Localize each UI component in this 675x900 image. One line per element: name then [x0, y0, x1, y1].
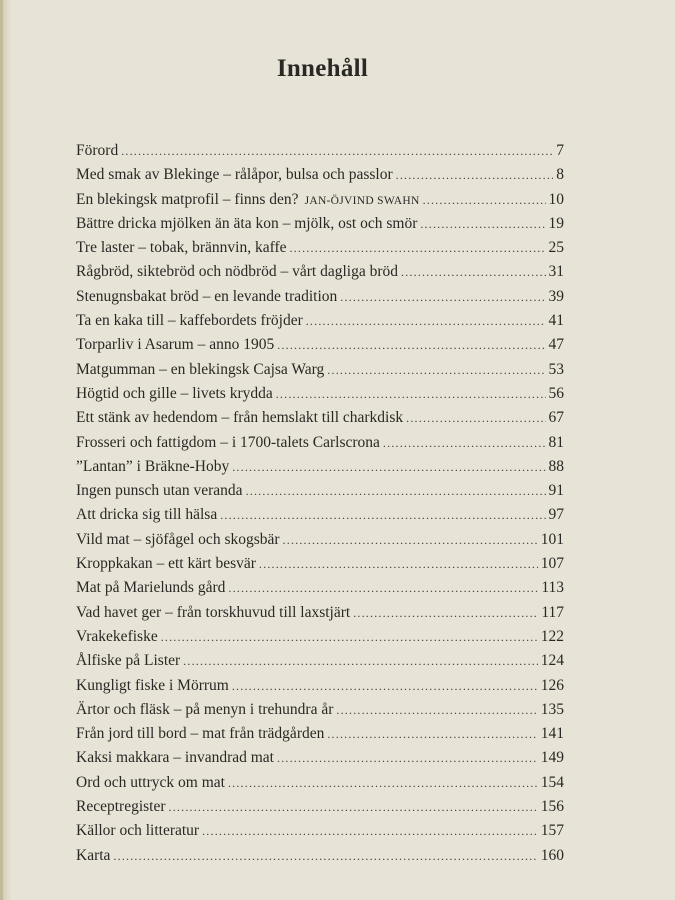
dot-leader [232, 679, 538, 694]
toc-entry-title: Karta [76, 846, 111, 864]
toc-entry-page-number: 113 [541, 579, 564, 597]
toc-entry-page-number: 88 [548, 457, 564, 475]
toc-entry-title: Vrakekefiske [76, 627, 158, 645]
toc-entry [76, 409, 564, 433]
dot-leader [121, 144, 553, 159]
dot-leader [306, 314, 546, 329]
toc-entry-page-number: 135 [540, 700, 564, 718]
table-of-contents [76, 142, 564, 871]
toc-entry [76, 458, 564, 482]
toc-entry-page-number: 101 [540, 530, 564, 548]
toc-entry-title: Från jord till bord – mat från trädgården [76, 725, 325, 743]
toc-entry [76, 336, 564, 360]
toc-entry-page-number: 91 [548, 482, 564, 500]
toc-entry [76, 749, 564, 773]
dot-leader [202, 824, 538, 839]
toc-entry-page-number: 10 [548, 190, 564, 208]
toc-entry [76, 312, 564, 336]
toc-entry [76, 215, 564, 239]
toc-entry-page-number: 31 [548, 263, 564, 281]
toc-entry-title: Förord [76, 142, 119, 159]
dot-leader [406, 411, 545, 426]
toc-entry-page-number: 122 [540, 627, 564, 645]
dot-leader [246, 484, 546, 499]
dot-leader [290, 241, 546, 256]
toc-entry [76, 191, 564, 215]
toc-entry-author: JAN-ÖJVIND SWAHN [304, 194, 420, 207]
toc-entry [76, 555, 564, 579]
dot-leader [327, 363, 545, 378]
dot-leader [228, 776, 538, 791]
dot-leader [183, 654, 538, 669]
toc-entry [76, 288, 564, 312]
dot-leader [259, 557, 538, 572]
page-title: Innehåll [276, 54, 369, 82]
dot-leader [401, 265, 546, 280]
dot-leader [276, 387, 546, 402]
toc-entry-title: En blekingsk matprofil – finns den? [76, 190, 299, 208]
dot-leader [383, 436, 546, 451]
toc-entry-page-number: 67 [548, 409, 564, 427]
toc-entry-title: Vild mat – sjöfågel och skogsbär [76, 530, 280, 548]
toc-entry-title: Matgumman – en blekingsk Cajsa Warg [76, 360, 325, 378]
toc-entry-title: Ingen punsch utan veranda [76, 482, 243, 500]
toc-entry-page-number: 107 [540, 555, 564, 573]
toc-entry-title: Ett stänk av hedendom – från hemslakt till charkdisk [76, 409, 404, 427]
toc-entry [76, 142, 564, 166]
toc-entry-title: Ålfiske på Lister [76, 652, 181, 670]
toc-entry-page-number: 39 [548, 287, 564, 305]
toc-entry-title: Stenugnsbakat bröd – en levande tradition [76, 287, 338, 305]
toc-entry-page-number: 81 [548, 433, 564, 451]
toc-entry-page-number: 160 [540, 846, 564, 864]
toc-entry [76, 701, 564, 725]
toc-entry-title: Vad havet ger – från torskhuvud till laxstjärt [76, 603, 351, 621]
toc-entry-page-number: 25 [548, 239, 564, 257]
toc-entry-page-number: 149 [540, 749, 564, 767]
toc-entry-page-number: 117 [541, 603, 564, 621]
toc-entry-title: Mat på Marielunds gård [76, 579, 226, 597]
dot-leader [169, 800, 538, 815]
page-edge [0, 0, 3, 900]
toc-entry [76, 166, 564, 190]
toc-entry-title: Bättre dricka mjölken än äta kon – mjölk, ost och smör [76, 214, 418, 232]
toc-entry-title: Ärtor och fläsk – på menyn i trehundra år [76, 700, 334, 718]
toc-entry [76, 774, 564, 798]
toc-entry-page-number: 19 [548, 214, 564, 232]
toc-entry-title: Högtid och gille – livets krydda [76, 384, 273, 402]
toc-entry [76, 628, 564, 652]
toc-entry-page-number: 97 [548, 506, 564, 524]
toc-entry-title: Källor och litteratur [76, 822, 200, 840]
dot-leader [220, 508, 545, 523]
dot-leader [277, 751, 538, 766]
toc-entry-page-number: 156 [540, 798, 564, 816]
toc-entry-page-number: 126 [540, 676, 564, 694]
toc-entry-title: Kaksi makkara – invandrad mat [76, 749, 274, 767]
toc-entry-page-number: 47 [548, 336, 564, 354]
toc-entry [76, 822, 564, 846]
dot-leader [336, 703, 537, 718]
toc-entry-page-number: 8 [556, 166, 564, 184]
dot-leader [353, 606, 538, 621]
toc-entry-page-number: 7 [556, 142, 564, 159]
dot-leader [161, 630, 538, 645]
toc-entry-title: Frosseri och fattigdom – i 1700-talets Carlscrona [76, 433, 380, 451]
dot-leader [277, 338, 545, 353]
toc-entry [76, 239, 564, 263]
toc-entry-page-number: 56 [548, 384, 564, 402]
toc-entry [76, 677, 564, 701]
toc-entry [76, 798, 564, 822]
toc-entry-page-number: 124 [540, 652, 564, 670]
toc-entry [76, 604, 564, 628]
dot-leader [420, 217, 545, 232]
toc-entry [76, 847, 564, 871]
toc-entry-page-number: 41 [548, 312, 564, 330]
toc-entry [76, 434, 564, 458]
toc-entry-title: Torparliv i Asarum – anno 1905 [76, 336, 275, 354]
toc-entry-title: Kungligt fiske i Mörrum [76, 676, 229, 694]
toc-entry-page-number: 141 [540, 725, 564, 743]
toc-entry-title: Rågbröd, siktebröd och nödbröd – vårt dagliga bröd [76, 263, 398, 281]
toc-entry [76, 263, 564, 287]
dot-leader [228, 581, 538, 596]
toc-entry [76, 385, 564, 409]
toc-entry-title: Ord och uttryck om mat [76, 773, 225, 791]
toc-entry-page-number: 53 [548, 360, 564, 378]
dot-leader [113, 849, 537, 864]
toc-entry-page-number: 154 [540, 773, 564, 791]
dot-leader [283, 533, 538, 548]
toc-entry [76, 579, 564, 603]
toc-entry-title: Att dricka sig till hälsa [76, 506, 218, 524]
toc-entry-title: Tre laster – tobak, brännvin, kaffe [76, 239, 287, 257]
dot-leader [232, 460, 545, 475]
toc-entry-title: Kroppkakan – ett kärt besvär [76, 555, 256, 573]
toc-entry-title: Ta en kaka till – kaffebordets fröjder [76, 312, 303, 330]
toc-entry [76, 725, 564, 749]
toc-entry [76, 361, 564, 385]
toc-entry-title: ”Lantan” i Bräkne-Hoby [76, 457, 230, 475]
toc-entry [76, 652, 564, 676]
dot-leader [327, 727, 537, 742]
dot-leader [396, 168, 554, 183]
toc-entry [76, 482, 564, 506]
toc-entry-page-number: 157 [540, 822, 564, 840]
toc-entry [76, 531, 564, 555]
dot-leader [340, 290, 545, 305]
dot-leader [423, 193, 546, 208]
toc-entry-title: Med smak av Blekinge – rålåpor, bulsa och passlor [76, 166, 393, 184]
toc-entry-title: Receptregister [76, 798, 166, 816]
toc-entry [76, 506, 564, 530]
